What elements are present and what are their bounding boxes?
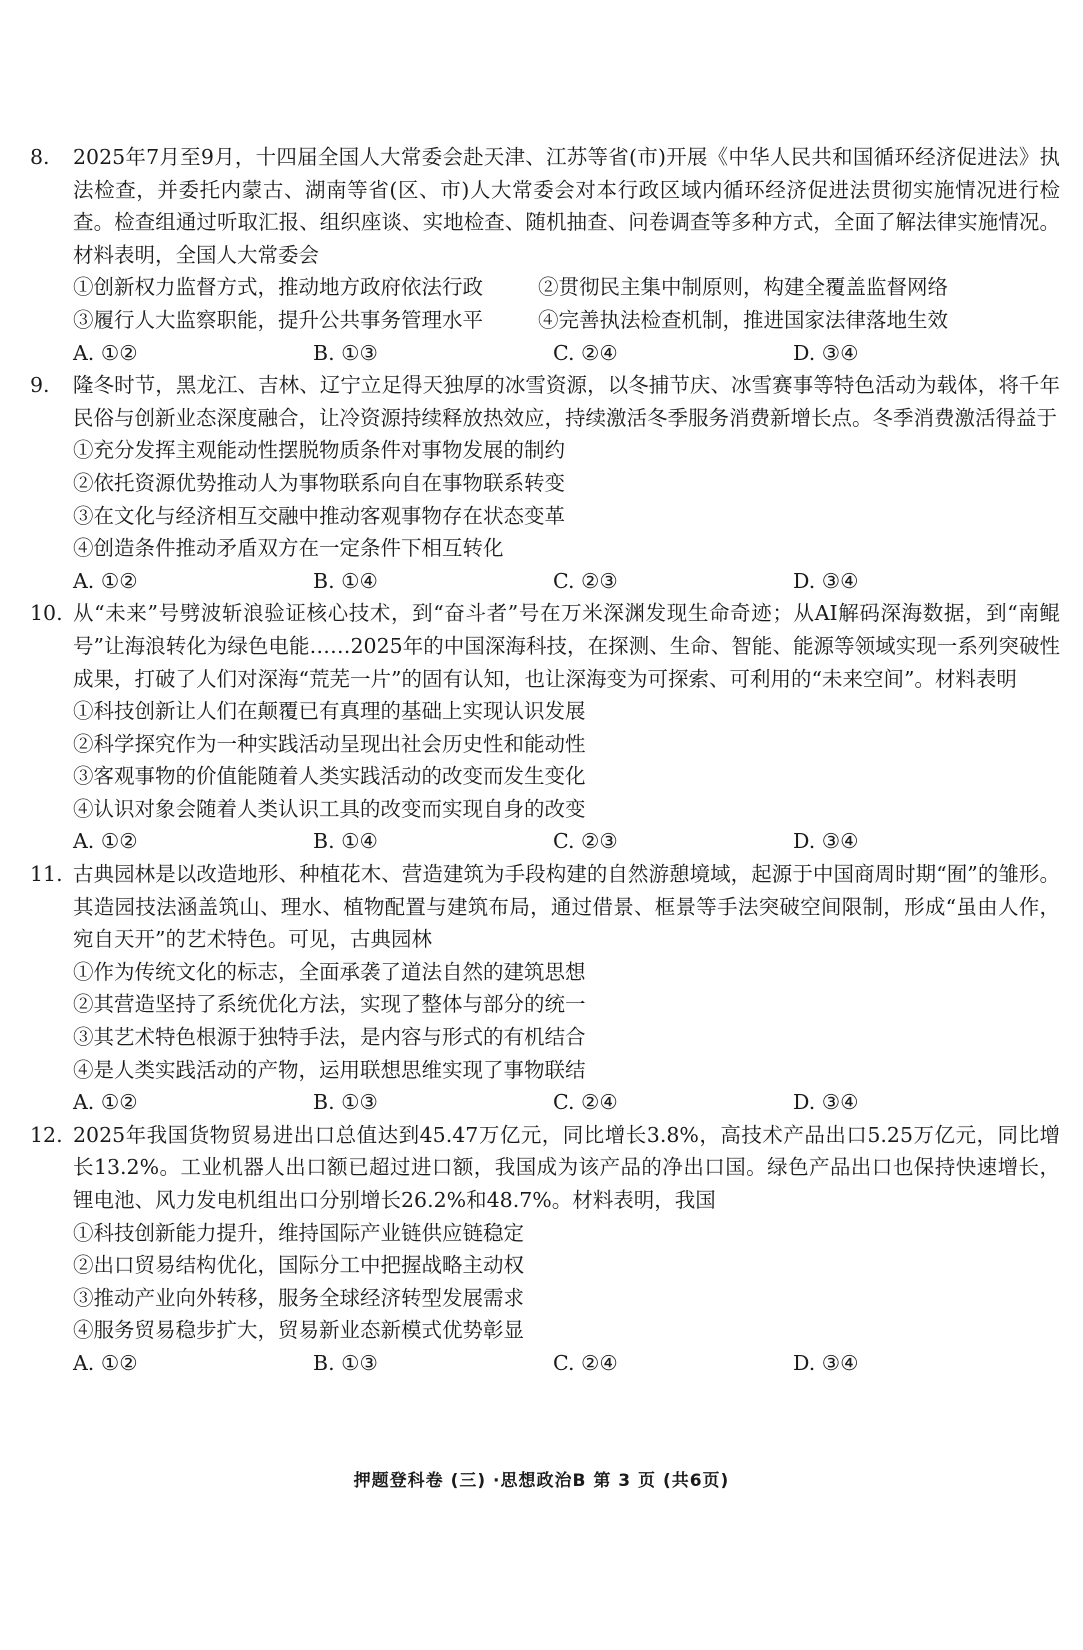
exam-page (30, 141, 1060, 1380)
question-9 (30, 369, 1060, 597)
answer-choice-c: C. ②③ (553, 829, 618, 854)
question-text: 2025年我国货物贸易进出口总值达到45.47万亿元，同比增长3.8%，高技术产品出口5.25万亿元，同比增长13.2%。工业机器人出口额已超过进口额，我国成为该产品的净出口国。绿色产品出口也保持快速增长，锂电池、风力发电机组出口分别增长26.2%和48.7%。材料表明，我国 (73, 1122, 1060, 1212)
question-stem (30, 141, 1060, 271)
option-row (30, 304, 1060, 337)
question-stem (30, 597, 1060, 695)
statement-option: ③履行人大监察职能，提升公共事务管理水平 (73, 307, 483, 332)
answer-choices (30, 1086, 1060, 1119)
statement-option: ②其营造坚持了系统优化方法，实现了整体与部分的统一 (73, 992, 586, 1017)
statement-option: ④是人类实践活动的产物，运用联想思维实现了事物联结 (73, 1057, 586, 1082)
question-text: 从“未来”号劈波斩浪验证核心技术，到“奋斗者”号在万米深渊发现生命奇迹；从AI解码深海数据，到“南鲲号”让海浪转化为绿色电能……2025年的中国深海科技，在探测、生命、智能、能源等领域实现一系列突破性成果，打破了人们对深海“荒芜一片”的固有认知，也让深海变为可探索、可利用的“未来空间”。材料表明 (73, 601, 1060, 691)
page-footer: 押题登科卷 (三) ·思想政治B 第 3 页 (共6页) (353, 1471, 730, 1491)
answer-choice-b: B. ①④ (313, 568, 378, 593)
statement-option: ③其艺术特色根源于独特手法，是内容与形式的有机结合 (73, 1025, 586, 1050)
question-number: 9. (30, 373, 50, 398)
answer-choice-c: C. ②④ (553, 1350, 618, 1375)
question-number: 12. (30, 1122, 63, 1147)
answer-choices (30, 825, 1060, 858)
answer-choice-d: D. ③④ (793, 1090, 859, 1115)
statement-option: ②贯彻民主集中制原则，构建全覆盖监督网络 (538, 275, 948, 300)
statement-option: ①作为传统文化的标志，全面承袭了道法自然的建筑思想 (73, 959, 586, 984)
question-11 (30, 858, 1060, 1119)
question-text: 2025年7月至9月，十四届全国人大常委会赴天津、江苏等省(市)开展《中华人民共和国循环经济促进法》执法检查，并委托内蒙古、湖南等省(区、市)人大常委会对本行政区域内循环经济促进法贯彻实施情况进行检查。检查组通过听取汇报、组织座谈、实地检查、随机抽查、问卷调查等多种方式，全面了解法律实施情况。材料表明，全国人大常委会 (73, 145, 1060, 267)
answer-choice-c: C. ②④ (553, 340, 618, 365)
statement-option: ④认识对象会随着人类认识工具的改变而实现自身的改变 (73, 796, 586, 821)
question-12 (30, 1119, 1060, 1380)
statement-option: ④服务贸易稳步扩大，贸易新业态新模式优势彰显 (73, 1318, 524, 1343)
question-text: 隆冬时节，黑龙江、吉林、辽宁立足得天独厚的冰雪资源，以冬捕节庆、冰雪赛事等特色活动为载体，将千年民俗与创新业态深度融合，让冷资源持续释放热效应，持续激活冬季服务消费新增长点。冬季消费激活得益于 (73, 373, 1060, 430)
question-text: 古典园林是以改造地形、种植花木、营造建筑为手段构建的自然游憩境域，起源于中国商周时期“囿”的雏形。其造园技法涵盖筑山、理水、植物配置与建筑布局，通过借景、框景等手法突破空间限制，形成“虽由人作，宛自天开”的艺术特色。可见，古典园林 (73, 862, 1060, 952)
statement-option: ①创新权力监督方式，推动地方政府依法行政 (73, 275, 483, 300)
statement-option: ②科学探究作为一种实践活动呈现出社会历史性和能动性 (73, 731, 586, 756)
question-stem (30, 369, 1060, 434)
answer-choice-c: C. ②④ (553, 1090, 618, 1115)
answer-choice-d: D. ③④ (793, 829, 859, 854)
statement-option: ③在文化与经济相互交融中推动客观事物存在状态变革 (73, 503, 565, 528)
question-8 (30, 141, 1060, 369)
answer-choice-a: A. ①② (73, 1350, 138, 1375)
answer-choice-d: D. ③④ (793, 568, 859, 593)
answer-choice-b: B. ①③ (313, 1350, 378, 1375)
statement-option: ④创造条件推动矛盾双方在一定条件下相互转化 (73, 536, 504, 561)
question-stem (30, 1119, 1060, 1217)
statement-option: ①科技创新能力提升，维持国际产业链供应链稳定 (73, 1220, 524, 1245)
statement-option: ③客观事物的价值能随着人类实践活动的改变而发生变化 (73, 764, 586, 789)
answer-choices (30, 1347, 1060, 1380)
answer-choice-c: C. ②③ (553, 568, 618, 593)
question-number: 11. (30, 862, 63, 887)
answer-choice-a: A. ①② (73, 1090, 138, 1115)
statement-option: ①科技创新让人们在颠覆已有真理的基础上实现认识发展 (73, 699, 586, 724)
statement-option: ②依托资源优势推动人为事物联系向自在事物联系转变 (73, 470, 565, 495)
answer-choice-a: A. ①② (73, 340, 138, 365)
answer-choice-d: D. ③④ (793, 1350, 859, 1375)
question-number: 10. (30, 601, 63, 626)
question-10 (30, 597, 1060, 858)
answer-choices (30, 337, 1060, 370)
answer-choice-b: B. ①③ (313, 340, 378, 365)
statement-option: ④完善执法检查机制，推进国家法律落地生效 (538, 307, 948, 332)
option-row (30, 271, 1060, 304)
answer-choice-a: A. ①② (73, 829, 138, 854)
answer-choice-b: B. ①④ (313, 829, 378, 854)
question-number: 8. (30, 145, 50, 169)
statement-option: ②出口贸易结构优化，国际分工中把握战略主动权 (73, 1253, 524, 1278)
answer-choice-a: A. ①② (73, 568, 138, 593)
statement-option: ③推动产业向外转移，服务全球经济转型发展需求 (73, 1285, 524, 1310)
answer-choice-b: B. ①③ (313, 1090, 378, 1115)
answer-choice-d: D. ③④ (793, 340, 859, 365)
statement-option: ①充分发挥主观能动性摆脱物质条件对事物发展的制约 (73, 438, 565, 463)
answer-choices (30, 565, 1060, 598)
question-stem (30, 858, 1060, 956)
